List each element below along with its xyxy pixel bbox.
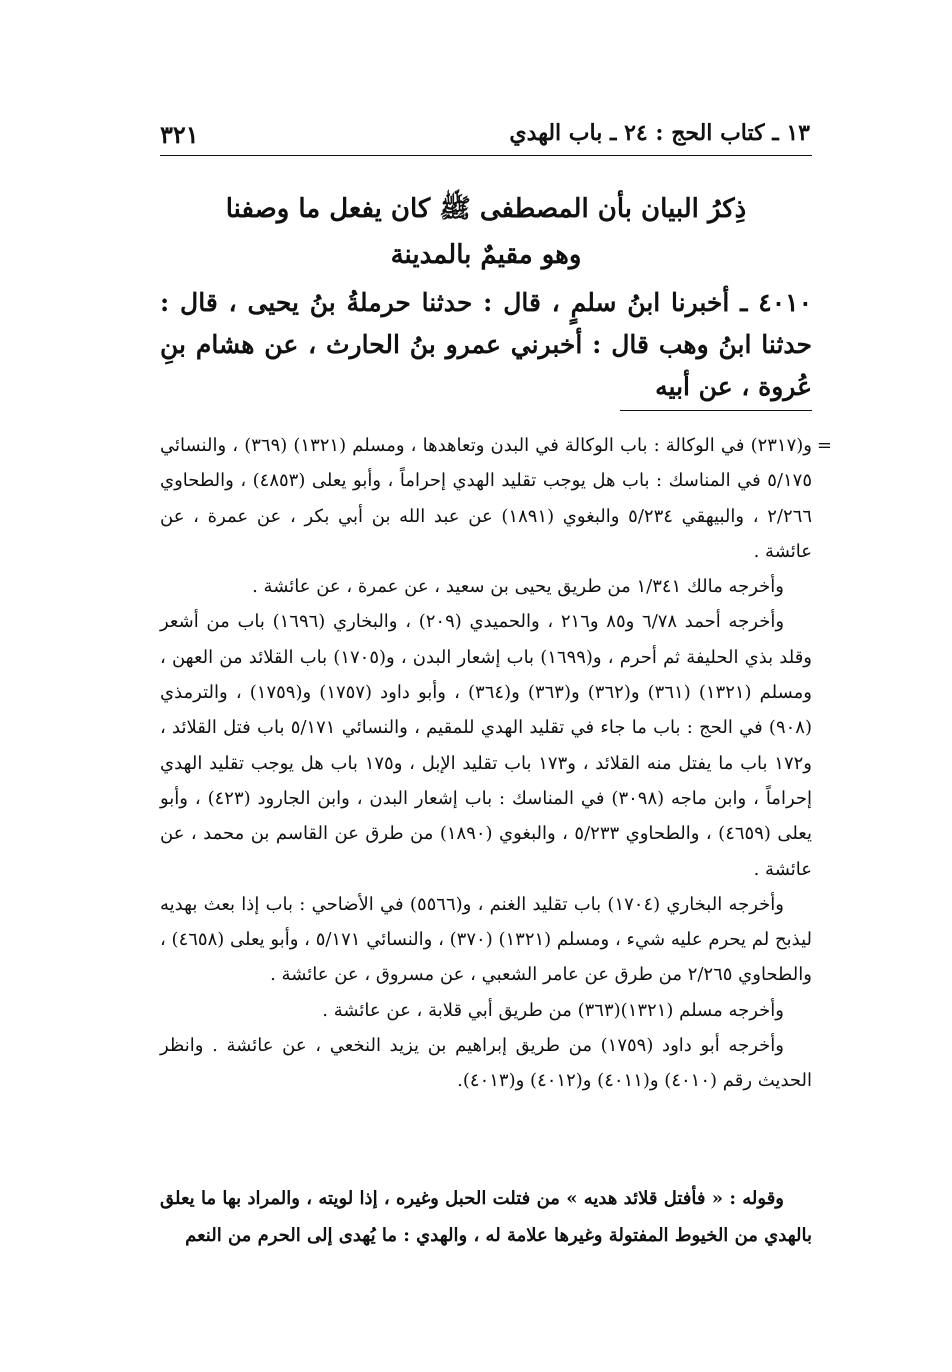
- commentary-paragraph: وقوله : « فأفتل قلائد هديه » من فتلت الحبل وغيره ، إذا لويته ، والمراد بها ما يعلق بالهدي من الخيوط المفتولة وغيرها علامة له ، والهدي : ما يُهدى إلى الحرم من النعم: [160, 1188, 812, 1246]
- commentary: [160, 1180, 812, 1254]
- footnotes: [160, 428, 812, 1099]
- hadith-text: [160, 282, 812, 408]
- page-number: ٣٢١: [160, 120, 199, 149]
- section-heading: [160, 186, 812, 278]
- header-divider: [160, 155, 812, 156]
- footnote-paragraph: و(٢٣١٧) في الوكالة : باب الوكالة في البدن وتعاهدها ، ومسلم (١٣٢١) (٣٦٩) ، والنسائي ٥/١٧٥ في المناسك : باب هل يوجب تقليد الهدي إحراماً ، وأبو يعلى (٤٨٥٣) ، والطحاوي ٢/٢٦٦ ، والبيهقي ٥/٢٣٤ والبغوي (١٨٩١) عن عبد الله بن أبي بكر ، عن عمرة ، عن عائشة .: [160, 435, 812, 562]
- hadith-paragraph: ٤٠١٠ ـ أخبرنا ابنُ سلمٍ ، قال : حدثنا حرملةُ بنُ يحيى ، قال : حدثنا ابنُ وهب قال : أخبرني عمرو بنُ الحارث ، عن هشام بنِ عُروة ، عن أبيه: [160, 288, 812, 401]
- footnote-paragraph: وأخرجه أبو داود (١٧٥٩) من طريق إبراهيم بن يزيد النخعي ، عن عائشة . وانظر الحديث رقم (٤٠١٠) و(٤٠١١) و(٤٠١٢) و(٤٠١٣).: [160, 1035, 812, 1092]
- running-title: ١٣ ـ كتاب الحج : ٢٤ ـ باب الهدي: [509, 120, 810, 146]
- page-header: [160, 118, 810, 154]
- footnote-divider: [620, 410, 812, 411]
- footnote-continuation-marker: =: [816, 435, 832, 456]
- footnote-paragraph: وأخرجه البخاري (١٧٠٤) باب تقليد الغنم ، و(٥٥٦٦) في الأضاحي : باب إذا بعث بهديه ليذبح لم يحرم عليه شيء ، ومسلم (١٣٢١) (٣٧٠) ، والنسائي ٥/١٧١ ، وأبو يعلى (٤٦٥٨) ، والطحاوي ٢/٢٦٥ من طرق عن عامر الشعبي ، عن مسروق ، عن عائشة .: [160, 893, 812, 986]
- footnote-paragraph: وأخرجه أحمد ٦/٧٨ و٨٥ و٢١٦ ، والحميدي (٢٠٩) ، والبخاري (١٦٩٦) باب من أشعر وقلد بذي الحليفة ثم أحرم ، و(١٦٩٩) باب إشعار البدن ، و(١٧٠٥) باب القلائد من العهن ، ومسلم (١٣٢١) (٣٦١) و(٣٦٢) و(٣٦٣) و(٣٦٤) ، وأبو داود (١٧٥٧) و(١٧٥٩) ، والترمذي (٩٠٨) في الحج : باب ما جاء في تقليد الهدي للمقيم ، والنسائي ٥/١٧١ باب فتل القلائد ، و١٧٢ باب ما يفتل منه القلائد ، و١٧٣ باب تقليد الإبل ، و١٧٥ باب هل يوجب تقليد الهدي إحراماً ، وابن ماجه (٣٠٩٨) في المناسك : باب إشعار البدن ، وابن الجارود (٤٢٣) ، وأبو يعلى (٤٦٥٩) ، والطحاوي ٥/٢٣٣ ، والبغوي (١٨٩٠) من طرق عن القاسم بن محمد ، عن عائشة .: [160, 611, 813, 880]
- section-heading-line-2: وهو مقيمٌ بالمدينة: [390, 240, 582, 270]
- section-heading-line-1: ذِكرُ البيان بأن المصطفى ﷺ كان يفعل ما وصفنا: [225, 194, 747, 224]
- footnote-paragraph: وأخرجه مسلم (١٣٢١)(٣٦٣) من طريق أبي قلابة ، عن عائشة .: [322, 999, 784, 1021]
- footnote-paragraph: وأخرجه مالك ١/٣٤١ من طريق يحيى بن سعيد ، عن عمرة ، عن عائشة .: [252, 576, 784, 598]
